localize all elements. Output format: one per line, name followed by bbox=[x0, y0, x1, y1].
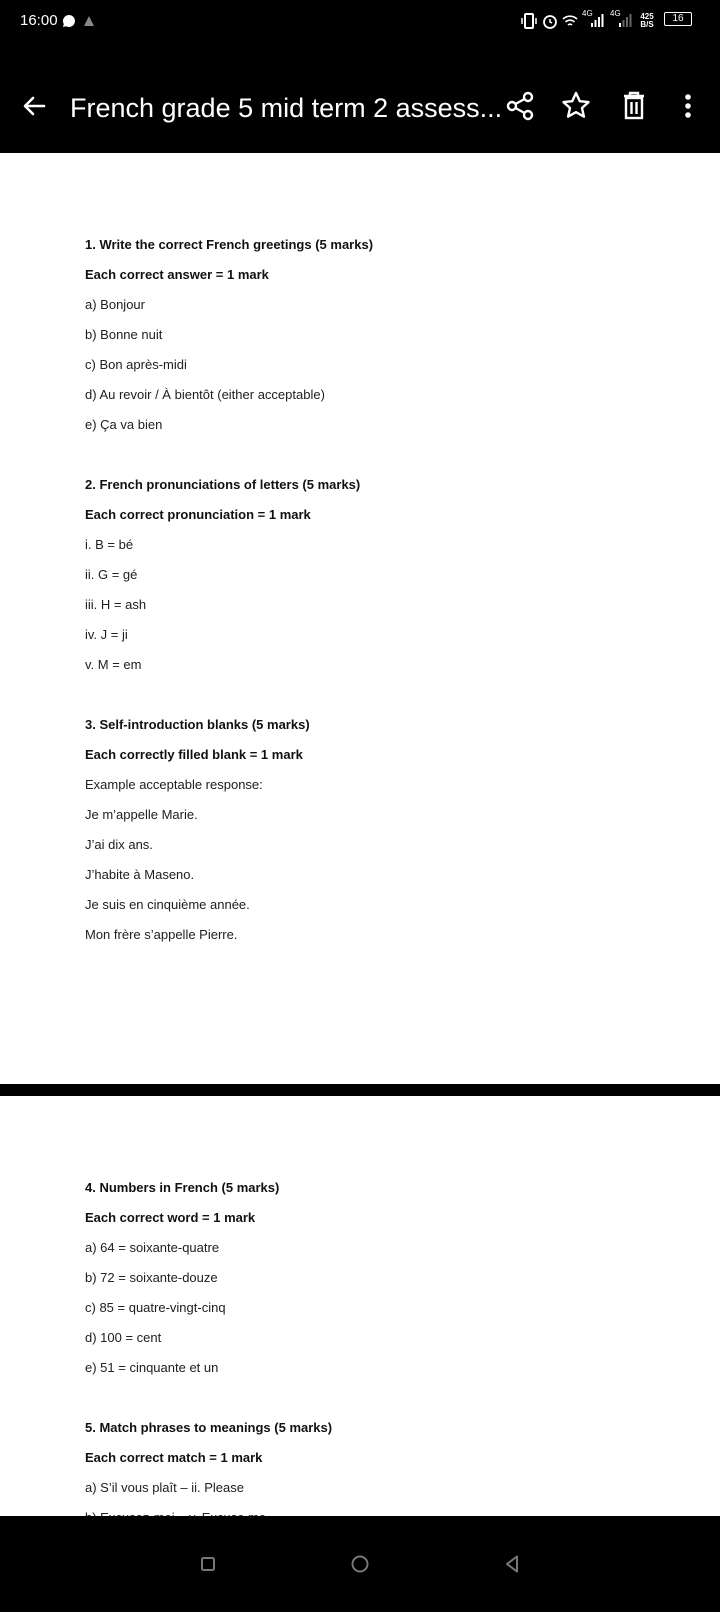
answer-line: i. B = bé bbox=[85, 537, 134, 552]
marking-note: Each correct pronunciation = 1 mark bbox=[85, 507, 311, 522]
signal-app-icon bbox=[82, 14, 96, 33]
alarm-icon bbox=[542, 13, 558, 34]
answer-line: Je suis en cinquième année. bbox=[85, 897, 250, 912]
answer-line: d) 100 = cent bbox=[85, 1330, 162, 1345]
answer-line: d) Au revoir / À bientôt (either acceptable) bbox=[85, 387, 325, 402]
marking-note: Each correct word = 1 mark bbox=[85, 1210, 256, 1225]
share-button[interactable] bbox=[500, 86, 540, 126]
trash-icon bbox=[614, 86, 654, 126]
back-triangle-icon bbox=[494, 1546, 530, 1582]
status-time: 16:00 bbox=[20, 12, 58, 29]
recents-button[interactable] bbox=[190, 1546, 226, 1582]
delete-button[interactable] bbox=[614, 86, 654, 126]
signal-icon bbox=[590, 14, 604, 33]
answer-line: e) 51 = cinquante et un bbox=[85, 1360, 219, 1375]
marking-note: Each correct match = 1 mark bbox=[85, 1450, 263, 1465]
network-speed: 425 B/S bbox=[640, 12, 654, 29]
answer-line: J’ai dix ans. bbox=[85, 837, 153, 852]
recents-square-icon bbox=[190, 1546, 226, 1582]
answer-line: a) Bonjour bbox=[85, 297, 145, 312]
app-bar bbox=[0, 44, 720, 153]
whatsapp-icon bbox=[62, 14, 76, 33]
navigation-bar bbox=[0, 1516, 720, 1612]
answer-line: Mon frère s’appelle Pierre. bbox=[85, 927, 238, 942]
status-bar bbox=[0, 0, 720, 44]
wifi-icon bbox=[562, 13, 578, 34]
question-5-heading: 5. Match phrases to meanings (5 marks) bbox=[85, 1420, 333, 1435]
answer-line: b) 72 = soixante-douze bbox=[85, 1270, 218, 1285]
share-icon bbox=[500, 86, 540, 126]
back-arrow-icon bbox=[16, 88, 52, 124]
battery-level: 16 bbox=[672, 13, 684, 24]
answer-line: c) Bon après-midi bbox=[85, 357, 187, 372]
answer-line: ii. G = gé bbox=[85, 567, 138, 582]
back-nav-button[interactable] bbox=[494, 1546, 530, 1582]
vibrate-icon bbox=[520, 13, 538, 34]
answer-line: Je m’appelle Marie. bbox=[85, 807, 198, 822]
question-1-heading: 1. Write the correct French greetings (5 marks) bbox=[85, 237, 374, 252]
answer-line: Example acceptable response: bbox=[85, 777, 263, 792]
answer-line: b) Bonne nuit bbox=[85, 327, 163, 342]
network-label-1: 4G bbox=[582, 9, 593, 18]
question-2-heading: 2. French pronunciations of letters (5 marks) bbox=[85, 477, 361, 492]
answer-line: a) 64 = soixante-quatre bbox=[85, 1240, 220, 1255]
answer-line: J’habite à Maseno. bbox=[85, 867, 195, 882]
document-title: French grade 5 mid term 2 assess... bbox=[70, 93, 503, 123]
answer-line: v. M = em bbox=[85, 657, 142, 672]
document-page-1 bbox=[0, 153, 720, 1084]
favorite-button[interactable] bbox=[556, 86, 596, 126]
star-icon bbox=[556, 86, 596, 126]
marking-note: Each correct answer = 1 mark bbox=[85, 267, 269, 282]
answer-line: e) Ça va bien bbox=[85, 417, 163, 432]
document-page-2 bbox=[0, 1096, 720, 1516]
back-button[interactable] bbox=[16, 88, 52, 124]
question-4-heading: 4. Numbers in French (5 marks) bbox=[85, 1180, 280, 1195]
answer-line: c) 85 = quatre-vingt-cinq bbox=[85, 1300, 226, 1315]
marking-note: Each correctly filled blank = 1 mark bbox=[85, 747, 303, 762]
home-circle-icon bbox=[342, 1546, 378, 1582]
signal-icon bbox=[618, 14, 632, 33]
home-button[interactable] bbox=[342, 1546, 378, 1582]
more-vert-icon bbox=[668, 86, 708, 126]
network-label-2: 4G bbox=[610, 9, 621, 18]
answer-line: iv. J = ji bbox=[85, 627, 128, 642]
question-3-heading: 3. Self-introduction blanks (5 marks) bbox=[85, 717, 310, 732]
answer-line: iii. H = ash bbox=[85, 597, 147, 612]
battery-icon bbox=[664, 12, 692, 26]
more-options-button[interactable] bbox=[668, 86, 708, 126]
answer-line: a) S’il vous plaît – ii. Please bbox=[85, 1480, 244, 1495]
